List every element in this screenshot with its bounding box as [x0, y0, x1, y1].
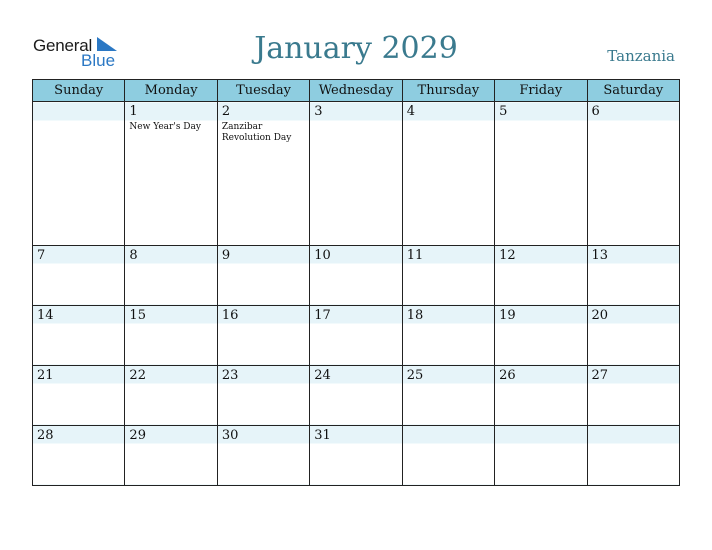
day-cell	[125, 365, 217, 425]
week-row	[33, 305, 680, 365]
day-cell	[402, 245, 494, 305]
week-row	[33, 102, 680, 246]
day-cell	[402, 305, 494, 365]
week-row	[33, 365, 680, 425]
logo-text-blue: Blue	[81, 51, 116, 70]
day-cell	[217, 365, 309, 425]
day-cell	[495, 305, 587, 365]
day-number	[495, 426, 586, 428]
day-cell	[33, 425, 125, 485]
day-cell	[125, 425, 217, 485]
day-cell	[125, 102, 217, 246]
weekday-header-row	[33, 80, 680, 102]
day-number: 18	[406, 307, 424, 323]
day-cell	[310, 305, 402, 365]
day-number: 19	[499, 307, 516, 323]
weekday-header: Sunday	[33, 80, 125, 102]
country-label: Tanzania	[607, 47, 675, 65]
day-number	[588, 426, 679, 428]
weekday-header: Tuesday	[217, 80, 309, 102]
day-cell	[587, 245, 679, 305]
calendar-grid	[32, 79, 680, 486]
day-number: 20	[591, 307, 609, 323]
day-number: 24	[314, 367, 331, 383]
day-number: 12	[499, 247, 516, 263]
day-number: 30	[221, 427, 239, 443]
day-cell	[310, 365, 402, 425]
day-cell	[402, 365, 494, 425]
day-number: 2	[221, 104, 231, 119]
day-cell	[217, 245, 309, 305]
day-number	[403, 426, 494, 428]
day-number: 10	[314, 247, 331, 263]
week-row	[33, 425, 680, 485]
day-number: 22	[129, 367, 146, 383]
holiday-label: New Year's Day	[129, 122, 201, 132]
day-number: 29	[129, 427, 146, 443]
day-cell	[217, 102, 309, 246]
day-cell	[33, 305, 125, 365]
day-number: 28	[37, 427, 54, 443]
day-cell	[33, 102, 125, 246]
day-number: 23	[221, 367, 239, 383]
day-cell	[33, 245, 125, 305]
weekday-header: Wednesday	[310, 80, 402, 102]
day-cell	[587, 102, 679, 246]
day-number: 27	[591, 367, 609, 383]
day-cell	[587, 425, 679, 485]
day-number: 3	[314, 104, 323, 119]
day-number: 15	[129, 307, 146, 323]
day-number: 21	[37, 367, 54, 383]
week-row	[33, 245, 680, 305]
day-number: 17	[314, 307, 331, 323]
day-cell	[495, 365, 587, 425]
day-cell	[495, 245, 587, 305]
day-number: 26	[499, 367, 516, 383]
day-number	[33, 102, 124, 104]
day-number: 5	[499, 104, 508, 119]
day-cell	[402, 102, 494, 246]
day-cell	[125, 305, 217, 365]
weekday-header: Monday	[125, 80, 217, 102]
day-number: 9	[221, 247, 231, 263]
day-number: 8	[129, 247, 138, 263]
day-cell	[125, 245, 217, 305]
day-number: 6	[591, 104, 600, 119]
day-cell	[587, 365, 679, 425]
day-number: 31	[314, 427, 331, 443]
holiday-label: Zanzibar Revolution Day	[221, 122, 292, 143]
day-cell	[217, 425, 309, 485]
page-title: January 2029	[254, 31, 458, 66]
weekday-header: Saturday	[587, 80, 679, 102]
day-cell	[402, 425, 494, 485]
day-cell	[587, 305, 679, 365]
day-cell	[495, 102, 587, 246]
day-number: 13	[591, 247, 609, 263]
day-cell	[495, 425, 587, 485]
day-number: 16	[221, 307, 239, 323]
day-number: 14	[37, 307, 54, 323]
day-cell	[310, 102, 402, 246]
day-cell	[310, 425, 402, 485]
day-cell	[310, 245, 402, 305]
weekday-header: Friday	[495, 80, 587, 102]
day-number: 1	[129, 104, 138, 119]
day-cell	[33, 365, 125, 425]
day-number: 4	[406, 104, 415, 119]
day-number: 11	[406, 247, 424, 263]
logo-text-general: General	[33, 36, 93, 55]
day-number: 25	[406, 367, 424, 383]
day-number: 7	[37, 247, 46, 263]
weekday-header: Thursday	[402, 80, 494, 102]
day-cell	[217, 305, 309, 365]
